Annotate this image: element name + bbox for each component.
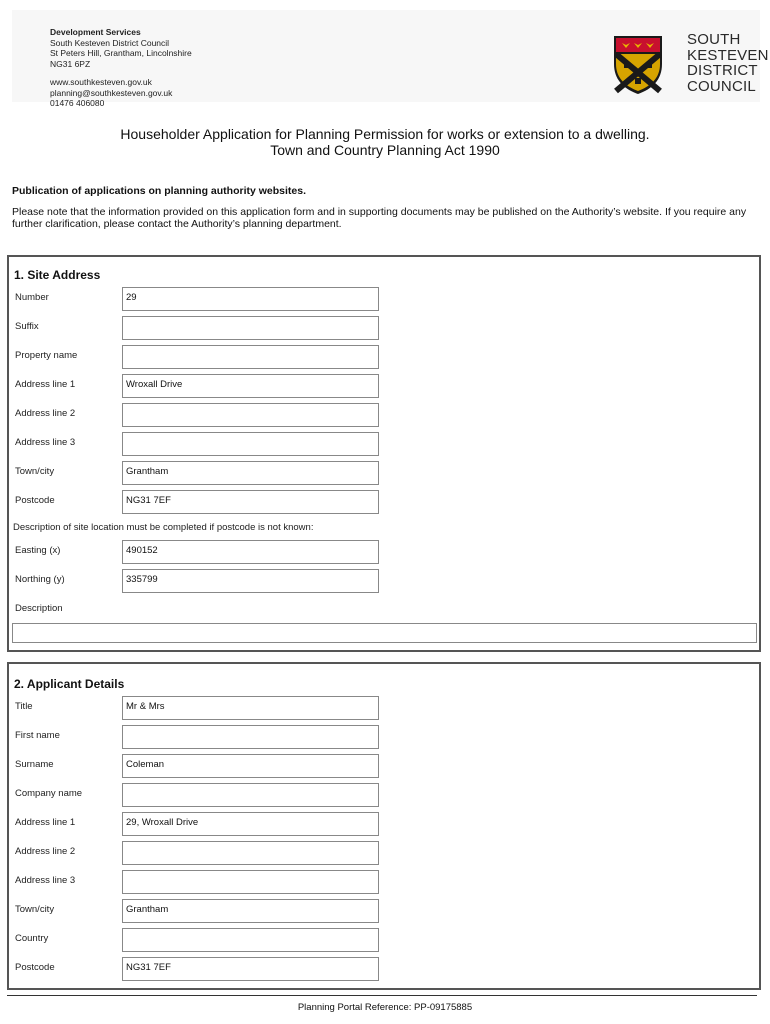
field-label: Town/city xyxy=(15,904,55,915)
field-label: Address line 2 xyxy=(15,846,76,857)
field-label: Company name xyxy=(15,788,83,799)
form-row xyxy=(9,569,759,595)
form-row xyxy=(9,783,759,809)
council-crest-icon xyxy=(612,34,664,96)
form-row xyxy=(9,403,759,429)
address-line-2-field[interactable] xyxy=(122,403,379,427)
phone-number: 01476 406080 xyxy=(50,98,105,108)
number-field[interactable]: 29 xyxy=(122,287,379,311)
field-label: Address line 1 xyxy=(15,379,76,390)
postcode-field[interactable]: NG31 7EF xyxy=(122,490,379,514)
field-label: Postcode xyxy=(15,495,55,506)
form-row xyxy=(9,754,759,780)
first-name-field[interactable] xyxy=(122,725,379,749)
address-line-3-field[interactable] xyxy=(122,870,379,894)
org-line: NG31 6PZ xyxy=(50,58,91,69)
email-link[interactable]: planning@southkesteven.gov.uk xyxy=(50,87,173,98)
form-row xyxy=(9,345,759,371)
field-label: Country xyxy=(15,933,49,944)
organisation-address xyxy=(50,27,192,109)
form-row xyxy=(9,461,759,487)
location-note: Description of site location must be completed if postcode is not known: xyxy=(13,522,314,533)
form-row xyxy=(9,490,759,516)
form-row xyxy=(9,287,759,313)
field-label: Address line 1 xyxy=(15,817,76,828)
description-field[interactable] xyxy=(12,623,757,643)
town-city-field[interactable]: Grantham xyxy=(122,461,379,485)
website-link[interactable]: www.southkesteven.gov.uk xyxy=(50,77,152,87)
address-line-3-field[interactable] xyxy=(122,432,379,456)
field-label: Address line 3 xyxy=(15,875,76,886)
field-label: Northing (y) xyxy=(15,574,65,585)
field-label: Address line 2 xyxy=(15,408,76,419)
form-row xyxy=(9,316,759,342)
description-label: Description xyxy=(15,603,63,614)
company-name-field[interactable] xyxy=(122,783,379,807)
form-row xyxy=(9,540,759,566)
field-label: Town/city xyxy=(15,466,55,477)
field-label: Postcode xyxy=(15,962,55,973)
form-row xyxy=(9,432,759,458)
suffix-field[interactable] xyxy=(122,316,379,340)
address-line-2-field[interactable] xyxy=(122,841,379,865)
field-label: Easting (x) xyxy=(15,545,61,556)
form-row xyxy=(9,841,759,867)
property-name-field[interactable] xyxy=(122,345,379,369)
site-address-section xyxy=(7,255,761,652)
form-row xyxy=(9,870,759,896)
org-line: St Peters Hill, Grantham, Lincolnshire xyxy=(50,48,192,58)
form-row xyxy=(9,899,759,925)
field-label: Property name xyxy=(15,350,78,361)
field-label: First name xyxy=(15,730,60,741)
country-field[interactable] xyxy=(122,928,379,952)
section-title: 2. Applicant Details xyxy=(14,677,125,691)
town-city-field[interactable]: Grantham xyxy=(122,899,379,923)
publication-notice: Please note that the information provided on this application form and in supporting documents may be published on the Authority’s website. If you require any further clarification, please contact the Authority’s planning department. xyxy=(12,206,747,230)
field-label: Surname xyxy=(15,759,54,770)
form-row xyxy=(9,374,759,400)
form-row xyxy=(9,696,759,722)
letterhead xyxy=(12,10,769,108)
northing-field[interactable]: 335799 xyxy=(122,569,379,593)
field-label: Address line 3 xyxy=(15,437,76,448)
address-line-1-field[interactable]: 29, Wroxall Drive xyxy=(122,812,379,836)
document-title xyxy=(0,126,770,158)
field-label: Number xyxy=(15,292,49,303)
form-row xyxy=(9,928,759,954)
org-line: South Kesteven District Council xyxy=(50,37,170,48)
form-row xyxy=(9,725,759,751)
org-name: Development Services xyxy=(50,27,141,37)
form-row xyxy=(9,812,759,838)
surname-field[interactable]: Coleman xyxy=(122,754,379,778)
title-line-1: Householder Application for Planning Permission for works or extension to a dwelling. xyxy=(120,126,650,142)
applicant-details-section xyxy=(7,662,761,990)
field-label: Suffix xyxy=(15,321,39,332)
title-field[interactable]: Mr & Mrs xyxy=(122,696,379,720)
footer-divider xyxy=(7,995,757,996)
easting-field[interactable]: 490152 xyxy=(122,540,379,564)
title-line-2: Town and Country Planning Act 1990 xyxy=(270,142,500,158)
publication-heading: Publication of applications on planning authority websites. xyxy=(12,185,307,197)
address-line-1-field[interactable]: Wroxall Drive xyxy=(122,374,379,398)
council-logo-text: SOUTH KESTEVEN DISTRICT COUNCIL xyxy=(687,31,769,95)
field-label: Title xyxy=(15,701,33,712)
form-row xyxy=(9,957,759,983)
portal-reference: Planning Portal Reference: PP-09175885 xyxy=(297,1002,473,1013)
postcode-field[interactable]: NG31 7EF xyxy=(122,957,379,981)
section-title: 1. Site Address xyxy=(14,268,101,282)
